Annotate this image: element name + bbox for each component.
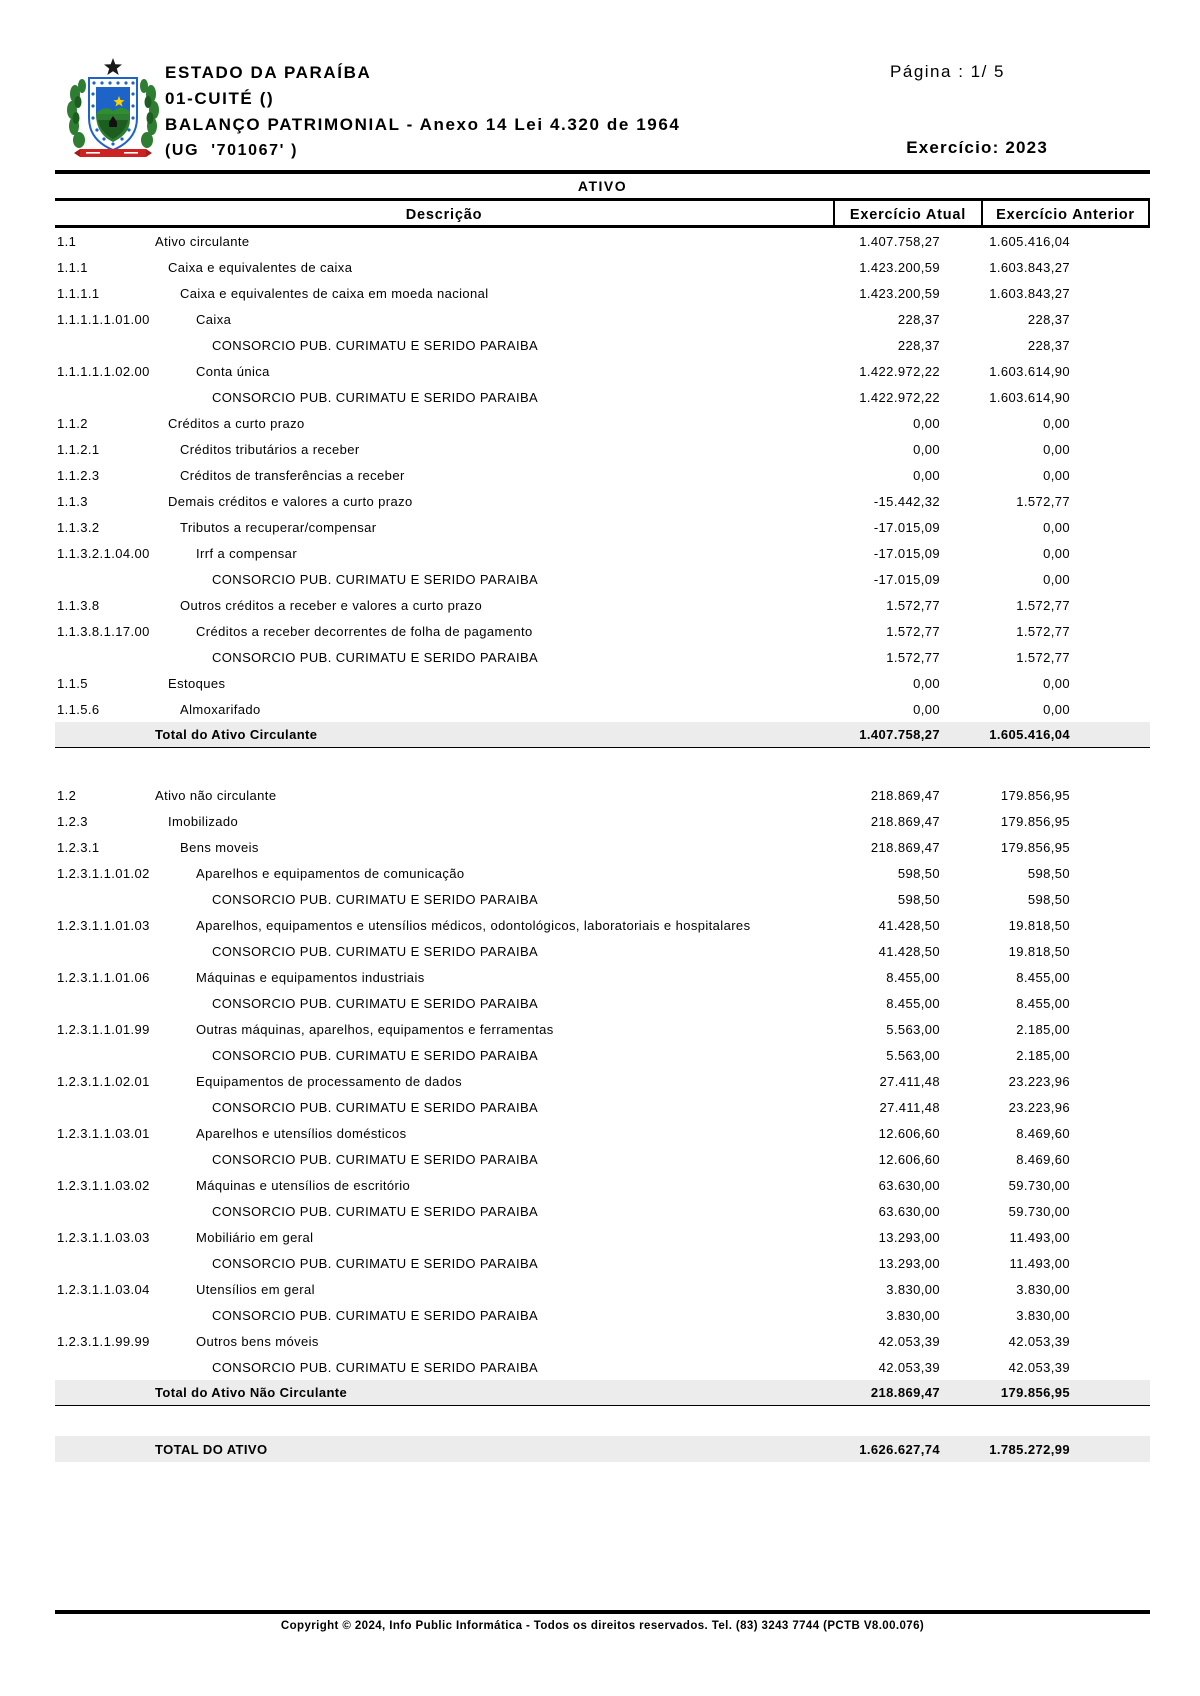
row-description: Caixa — [196, 311, 232, 327]
value-exercicio-atual: 12.606,60 — [878, 1125, 940, 1141]
value-exercicio-anterior: 1.605.416,04 — [989, 727, 1070, 742]
row-code: 1.1.2.3 — [57, 467, 100, 483]
table-row — [55, 618, 1150, 644]
value-exercicio-anterior: 0,00 — [1043, 545, 1070, 561]
table-row — [55, 912, 1150, 938]
table-row — [55, 436, 1150, 462]
value-exercicio-atual: 8.455,00 — [886, 969, 940, 985]
table-row — [55, 1016, 1150, 1042]
table-row — [55, 670, 1150, 696]
row-description: Ativo circulante — [155, 233, 250, 249]
value-exercicio-anterior: 59.730,00 — [1008, 1203, 1070, 1219]
table-row — [55, 1224, 1150, 1250]
value-exercicio-atual: 41.428,50 — [878, 943, 940, 959]
table-row — [55, 566, 1150, 592]
row-code: 1.1.3.8.1.17.00 — [57, 623, 150, 639]
report-title: BALANÇO PATRIMONIAL - Anexo 14 Lei 4.320 de 1964 — [165, 115, 681, 134]
row-description: CONSORCIO PUB. CURIMATU E SERIDO PARAIBA — [212, 1359, 539, 1375]
table-row — [55, 1146, 1150, 1172]
paraiba-coat-of-arms-icon — [62, 56, 164, 166]
table-row — [55, 514, 1150, 540]
value-exercicio-atual: 598,50 — [897, 891, 940, 907]
row-description: CONSORCIO PUB. CURIMATU E SERIDO PARAIBA — [212, 1307, 539, 1323]
row-description: CONSORCIO PUB. CURIMATU E SERIDO PARAIBA — [212, 1047, 539, 1063]
value-exercicio-atual: 3.830,00 — [886, 1307, 940, 1323]
row-description: CONSORCIO PUB. CURIMATU E SERIDO PARAIBA — [212, 649, 539, 665]
row-code: 1.2.3.1.1.99.99 — [57, 1333, 150, 1349]
value-exercicio-anterior: 1.572,77 — [1016, 623, 1070, 639]
row-description: Máquinas e utensílios de escritório — [196, 1177, 411, 1193]
value-exercicio-anterior: 1.603.614,90 — [989, 389, 1070, 405]
row-description: CONSORCIO PUB. CURIMATU E SERIDO PARAIBA — [212, 891, 539, 907]
table-row — [55, 1120, 1150, 1146]
row-description: CONSORCIO PUB. CURIMATU E SERIDO PARAIBA — [212, 1203, 539, 1219]
value-exercicio-anterior: 42.053,39 — [1008, 1359, 1070, 1375]
value-exercicio-atual: 1.572,77 — [886, 623, 940, 639]
value-exercicio-anterior: 2.185,00 — [1016, 1021, 1070, 1037]
copyright-text: Copyright © 2024, Info Public Informática - Todos os direitos reservados. Tel. (83) 3243 7744 (PCTB V8.00.076) — [280, 1620, 925, 1632]
row-description: CONSORCIO PUB. CURIMATU E SERIDO PARAIBA — [212, 1151, 539, 1167]
value-exercicio-anterior: 8.455,00 — [1016, 969, 1070, 985]
row-code: 1.2.3.1.1.01.06 — [57, 969, 150, 985]
row-description: Créditos de transferências a receber — [180, 467, 405, 483]
row-code: 1.2.3.1.1.01.03 — [57, 917, 150, 933]
value-exercicio-anterior: 179.856,95 — [1000, 1385, 1070, 1400]
value-exercicio-atual: 0,00 — [913, 441, 940, 457]
entity-title: 01-CUITÉ () — [165, 89, 275, 108]
table-row — [55, 1328, 1150, 1354]
value-exercicio-atual: 598,50 — [897, 865, 940, 881]
value-exercicio-anterior: 179.856,95 — [1000, 787, 1070, 803]
value-exercicio-atual: 1.407.758,27 — [859, 233, 940, 249]
value-exercicio-atual: 1.423.200,59 — [859, 259, 940, 275]
total-row — [55, 1380, 1150, 1406]
table-column-headers — [55, 198, 1150, 228]
table-row — [55, 254, 1150, 280]
value-exercicio-atual: 27.411,48 — [879, 1099, 940, 1115]
row-description: CONSORCIO PUB. CURIMATU E SERIDO PARAIBA — [212, 571, 539, 587]
value-exercicio-atual: 0,00 — [913, 701, 940, 717]
value-exercicio-atual: 0,00 — [913, 675, 940, 691]
table-row — [55, 358, 1150, 384]
table-row — [55, 462, 1150, 488]
row-description: Créditos a curto prazo — [168, 415, 305, 431]
table-row — [55, 540, 1150, 566]
row-description: Conta única — [196, 363, 270, 379]
value-exercicio-atual: 12.606,60 — [878, 1151, 940, 1167]
value-exercicio-atual: 1.572,77 — [886, 597, 940, 613]
table-rows — [55, 228, 1150, 1462]
state-title: ESTADO DA PARAÍBA — [165, 63, 372, 82]
section-title-ativo: ATIVO — [577, 178, 628, 194]
row-description: CONSORCIO PUB. CURIMATU E SERIDO PARAIBA — [212, 1255, 539, 1271]
value-exercicio-atual: 41.428,50 — [878, 917, 940, 933]
value-exercicio-atual: 228,37 — [897, 311, 940, 327]
row-code: 1.1.1.1.1.01.00 — [57, 311, 150, 327]
row-code: 1.1.1 — [57, 259, 88, 275]
value-exercicio-anterior: 1.603.843,27 — [989, 259, 1070, 275]
row-description: Imobilizado — [168, 813, 239, 829]
row-description: CONSORCIO PUB. CURIMATU E SERIDO PARAIBA — [212, 389, 539, 405]
table-row — [55, 808, 1150, 834]
table-row — [55, 860, 1150, 886]
value-exercicio-atual: 63.630,00 — [878, 1203, 940, 1219]
table-row — [55, 488, 1150, 514]
row-description: Total do Ativo Não Circulante — [155, 1385, 348, 1400]
column-header-exercicio-atual: Exercício Atual — [833, 201, 983, 225]
exercise-year-label: Exercício: 2023 — [906, 138, 1048, 157]
value-exercicio-anterior: 1.572,77 — [1016, 649, 1070, 665]
table-row — [55, 332, 1150, 358]
value-exercicio-atual: 5.563,00 — [886, 1047, 940, 1063]
row-description: Ativo não circulante — [155, 787, 277, 803]
value-exercicio-anterior: 0,00 — [1043, 519, 1070, 535]
row-code: 1.2.3 — [57, 813, 88, 829]
row-code: 1.2 — [57, 787, 77, 803]
value-exercicio-anterior: 1.572,77 — [1016, 597, 1070, 613]
row-code: 1.2.3.1.1.03.02 — [57, 1177, 150, 1193]
ativo-table — [55, 170, 1150, 1462]
value-exercicio-anterior: 598,50 — [1027, 865, 1070, 881]
value-exercicio-anterior: 8.455,00 — [1016, 995, 1070, 1011]
value-exercicio-anterior: 8.469,60 — [1016, 1151, 1070, 1167]
column-header-descricao: Descrição — [405, 207, 483, 223]
value-exercicio-atual: 8.455,00 — [886, 995, 940, 1011]
value-exercicio-atual: 42.053,39 — [878, 1359, 940, 1375]
value-exercicio-atual: 1.407.758,27 — [859, 727, 940, 742]
row-code: 1.1.3.2 — [57, 519, 100, 535]
value-exercicio-atual: 42.053,39 — [878, 1333, 940, 1349]
value-exercicio-anterior: 23.223,96 — [1008, 1099, 1070, 1115]
table-row — [55, 696, 1150, 722]
table-row — [55, 834, 1150, 860]
value-exercicio-anterior: 1.605.416,04 — [989, 233, 1070, 249]
page-number-label: Página : 1/ 5 — [890, 62, 1005, 81]
row-code: 1.1.2.1 — [57, 441, 100, 457]
value-exercicio-anterior: 11.493,00 — [1009, 1229, 1070, 1245]
table-row — [55, 1094, 1150, 1120]
table-row — [55, 1354, 1150, 1380]
row-description: Irrf a compensar — [196, 545, 298, 561]
row-code: 1.1.3 — [57, 493, 88, 509]
table-row — [55, 1276, 1150, 1302]
ug-label: (UG '701067' ) — [165, 142, 298, 159]
value-exercicio-atual: 218.869,47 — [870, 787, 940, 803]
value-exercicio-atual: -15.442,32 — [873, 493, 940, 509]
spacer-row — [55, 1406, 1150, 1436]
value-exercicio-atual: 1.422.972,22 — [859, 389, 940, 405]
value-exercicio-anterior: 179.856,95 — [1000, 839, 1070, 855]
value-exercicio-atual: 1.572,77 — [886, 649, 940, 665]
column-header-exercicio-anterior: Exercício Anterior — [983, 201, 1150, 225]
row-description: Total do Ativo Circulante — [155, 727, 318, 742]
table-row — [55, 1302, 1150, 1328]
row-code: 1.1.2 — [57, 415, 88, 431]
table-row — [55, 1172, 1150, 1198]
value-exercicio-atual: 5.563,00 — [886, 1021, 940, 1037]
row-description: Almoxarifado — [180, 701, 261, 717]
value-exercicio-anterior: 1.572,77 — [1016, 493, 1070, 509]
value-exercicio-anterior: 228,37 — [1027, 311, 1070, 327]
table-row — [55, 384, 1150, 410]
value-exercicio-anterior: 228,37 — [1027, 337, 1070, 353]
value-exercicio-anterior: 59.730,00 — [1008, 1177, 1070, 1193]
row-code: 1.2.3.1.1.01.02 — [57, 865, 150, 881]
row-description: Caixa e equivalentes de caixa em moeda nacional — [180, 285, 489, 301]
value-exercicio-atual: 3.830,00 — [886, 1281, 940, 1297]
table-row — [55, 1068, 1150, 1094]
row-code: 1.2.3.1.1.03.03 — [57, 1229, 150, 1245]
row-description: Utensílios em geral — [196, 1281, 315, 1297]
value-exercicio-atual: 63.630,00 — [878, 1177, 940, 1193]
value-exercicio-anterior: 3.830,00 — [1016, 1281, 1070, 1297]
total-row — [55, 722, 1150, 748]
row-description: Equipamentos de processamento de dados — [196, 1073, 462, 1089]
row-description: Estoques — [168, 675, 226, 691]
table-row — [55, 1042, 1150, 1068]
row-description: Aparelhos e equipamentos de comunicação — [196, 865, 465, 881]
row-description: TOTAL DO ATIVO — [155, 1441, 268, 1457]
value-exercicio-anterior: 1.603.614,90 — [989, 363, 1070, 379]
value-exercicio-atual: -17.015,09 — [873, 571, 940, 587]
row-description: Outros bens móveis — [196, 1333, 319, 1349]
value-exercicio-anterior: 19.818,50 — [1008, 943, 1070, 959]
value-exercicio-atual: -17.015,09 — [873, 545, 940, 561]
row-description: CONSORCIO PUB. CURIMATU E SERIDO PARAIBA — [212, 995, 539, 1011]
row-description: Máquinas e equipamentos industriais — [196, 969, 425, 985]
row-description: Aparelhos, equipamentos e utensílios médicos, odontológicos, laboratoriais e hospitalares — [196, 917, 751, 933]
table-row — [55, 782, 1150, 808]
value-exercicio-anterior: 0,00 — [1043, 415, 1070, 431]
row-description: Demais créditos e valores a curto prazo — [168, 493, 413, 509]
value-exercicio-anterior: 598,50 — [1027, 891, 1070, 907]
value-exercicio-anterior: 2.185,00 — [1016, 1047, 1070, 1063]
row-code: 1.2.3.1.1.02.01 — [57, 1073, 150, 1089]
value-exercicio-anterior: 0,00 — [1043, 675, 1070, 691]
table-row — [55, 592, 1150, 618]
row-description: CONSORCIO PUB. CURIMATU E SERIDO PARAIBA — [212, 943, 539, 959]
table-row — [55, 1198, 1150, 1224]
row-description: Caixa e equivalentes de caixa — [168, 259, 353, 275]
row-description: Bens moveis — [180, 839, 259, 855]
value-exercicio-anterior: 19.818,50 — [1008, 917, 1070, 933]
table-row — [55, 410, 1150, 436]
page-footer — [55, 1610, 1150, 1632]
value-exercicio-atual: 218.869,47 — [870, 1385, 940, 1400]
table-row — [55, 1250, 1150, 1276]
value-exercicio-anterior: 0,00 — [1043, 467, 1070, 483]
value-exercicio-anterior: 3.830,00 — [1016, 1307, 1070, 1323]
row-code: 1.1.5 — [57, 675, 88, 691]
table-row — [55, 964, 1150, 990]
value-exercicio-anterior: 179.856,95 — [1000, 813, 1070, 829]
value-exercicio-anterior: 0,00 — [1043, 441, 1070, 457]
table-row — [55, 280, 1150, 306]
value-exercicio-atual: 13.293,00 — [878, 1255, 940, 1271]
value-exercicio-atual: 0,00 — [913, 415, 940, 431]
value-exercicio-atual: 0,00 — [913, 467, 940, 483]
value-exercicio-atual: 1.626.627,74 — [859, 1441, 940, 1457]
row-code: 1.1.3.2.1.04.00 — [57, 545, 150, 561]
row-code: 1.2.3.1.1.03.01 — [57, 1125, 150, 1141]
row-code: 1.1.3.8 — [57, 597, 100, 613]
header-titles — [165, 60, 680, 164]
value-exercicio-anterior: 0,00 — [1043, 571, 1070, 587]
row-code: 1.2.3.1.1.01.99 — [57, 1021, 150, 1037]
table-row — [55, 886, 1150, 912]
row-code: 1.1.5.6 — [57, 701, 100, 717]
value-exercicio-anterior: 8.469,60 — [1016, 1125, 1070, 1141]
value-exercicio-atual: 1.423.200,59 — [859, 285, 940, 301]
value-exercicio-atual: 218.869,47 — [870, 839, 940, 855]
value-exercicio-anterior: 0,00 — [1043, 701, 1070, 717]
spacer-row — [55, 748, 1150, 782]
value-exercicio-anterior: 1.785.272,99 — [989, 1441, 1070, 1457]
value-exercicio-atual: -17.015,09 — [873, 519, 940, 535]
row-description: CONSORCIO PUB. CURIMATU E SERIDO PARAIBA — [212, 1099, 539, 1115]
value-exercicio-anterior: 1.603.843,27 — [989, 285, 1070, 301]
row-description: Tributos a recuperar/compensar — [180, 519, 377, 535]
row-description: Aparelhos e utensílios domésticos — [196, 1125, 407, 1141]
table-row — [55, 990, 1150, 1016]
table-row — [55, 938, 1150, 964]
value-exercicio-atual: 27.411,48 — [879, 1073, 940, 1089]
value-exercicio-atual: 1.422.972,22 — [859, 363, 940, 379]
table-row — [55, 306, 1150, 332]
value-exercicio-anterior: 23.223,96 — [1008, 1073, 1070, 1089]
row-description: CONSORCIO PUB. CURIMATU E SERIDO PARAIBA — [212, 337, 539, 353]
row-code: 1.1.1.1 — [57, 285, 100, 301]
row-code: 1.1 — [57, 233, 77, 249]
row-description: Créditos tributários a receber — [180, 441, 360, 457]
row-description: Mobiliário em geral — [196, 1229, 314, 1245]
grand-total-row — [55, 1436, 1150, 1462]
row-description: Créditos a receber decorrentes de folha de pagamento — [196, 623, 533, 639]
row-description: Outras máquinas, aparelhos, equipamentos e ferramentas — [196, 1021, 554, 1037]
table-row — [55, 644, 1150, 670]
row-code: 1.2.3.1.1.03.04 — [57, 1281, 150, 1297]
value-exercicio-anterior: 42.053,39 — [1008, 1333, 1070, 1349]
value-exercicio-atual: 228,37 — [897, 337, 940, 353]
row-code: 1.1.1.1.1.02.00 — [57, 363, 150, 379]
value-exercicio-anterior: 11.493,00 — [1009, 1255, 1070, 1271]
row-code: 1.2.3.1 — [57, 839, 100, 855]
value-exercicio-atual: 13.293,00 — [878, 1229, 940, 1245]
row-description: Outros créditos a receber e valores a curto prazo — [180, 597, 483, 613]
value-exercicio-atual: 218.869,47 — [870, 813, 940, 829]
table-row — [55, 228, 1150, 254]
